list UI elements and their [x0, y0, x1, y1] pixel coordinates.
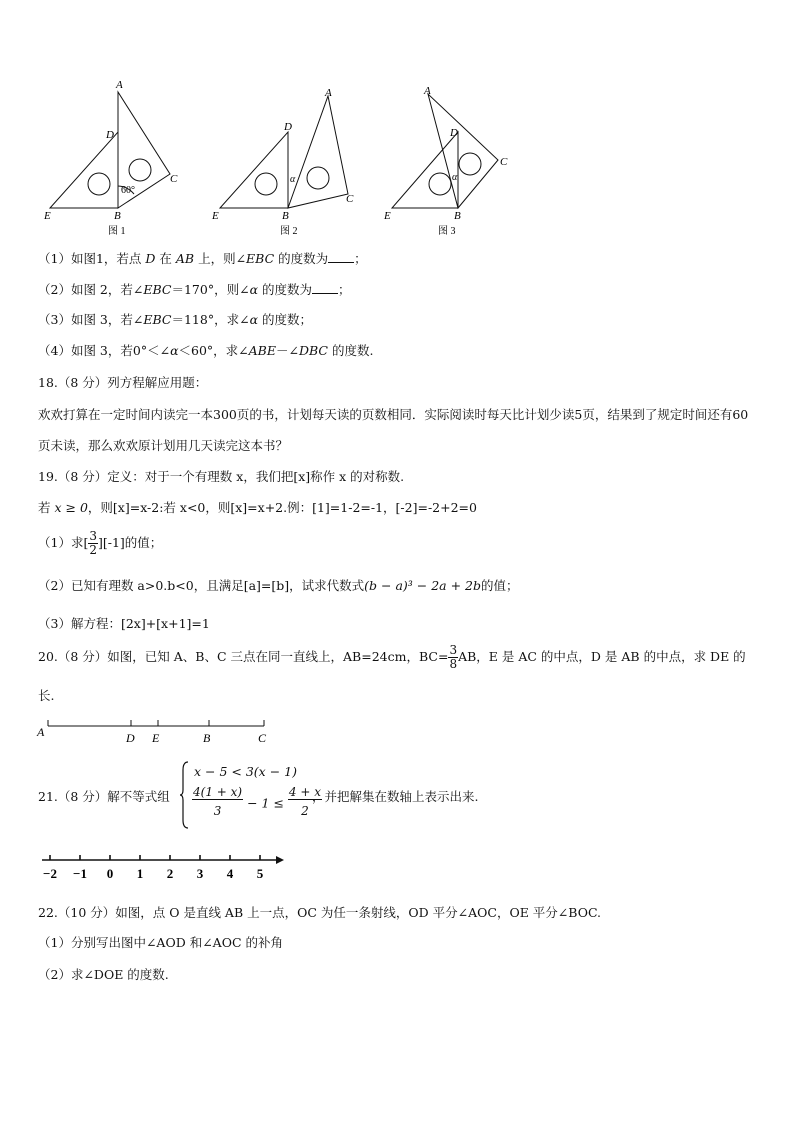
numerator: 4(1 + x)	[193, 785, 243, 799]
text: ＝170°，则∠	[171, 282, 250, 297]
number-line-label: 3	[196, 866, 204, 881]
fig2-label-e: E	[212, 210, 219, 222]
text: 的度数.	[328, 343, 374, 358]
number-line-label: 0	[106, 866, 114, 881]
text: 若	[38, 500, 55, 515]
fig1-caption: 图 1	[108, 226, 126, 237]
q20-text	[38, 642, 746, 672]
fraction	[88, 530, 98, 557]
q19-part2	[38, 578, 519, 594]
q20-line-diagram	[34, 716, 284, 750]
figure-3	[380, 78, 530, 238]
q22-heading: 22.（10 分）如图，点 O 是直线 AB 上一点，OC 为任一条射线，OD 平分∠AOC，OE 平分∠BOC.	[38, 905, 602, 920]
fig1-label-d: D	[106, 129, 114, 141]
q21-inequality-1: x − 5 < 3(x − 1)	[194, 764, 297, 779]
fraction	[448, 644, 458, 671]
figure-1	[38, 78, 188, 238]
figure-2	[208, 78, 368, 238]
fig1-angle-label: 60°	[121, 185, 135, 196]
number-line-label: 4	[226, 866, 234, 881]
answer-blank	[328, 250, 354, 263]
text: （1）如图1，若点	[38, 251, 146, 266]
text: （3）如图 3，若∠	[38, 312, 144, 327]
fig3-label-a: A	[424, 85, 431, 97]
text: ][-1]的值；	[97, 535, 163, 550]
var-alpha: α	[249, 312, 259, 327]
text: ；	[338, 282, 351, 297]
q20-label-d: D	[126, 731, 135, 745]
fig3-label-d: D	[450, 127, 458, 139]
number-line-label: −1	[73, 866, 87, 881]
q17-part3	[38, 312, 312, 328]
var-ebc: EBC	[246, 251, 275, 266]
denominator: 3	[213, 804, 222, 818]
q20-label-a: A	[37, 725, 45, 739]
fig3-caption: 图 3	[438, 226, 456, 237]
text: ＝118°，求∠	[171, 312, 250, 327]
denominator: 8	[449, 657, 458, 671]
fig2-alpha-label: α	[290, 174, 296, 185]
numerator: 3	[89, 529, 97, 543]
fig2-label-d: D	[284, 121, 292, 133]
text: （2）如图 2，若∠	[38, 282, 144, 297]
text: （2）已知有理数 a>0.b<0，且满足[a]=[b]，试求代数式	[38, 578, 365, 593]
text: ；	[354, 251, 367, 266]
q19-heading: 19.（8 分）定义：对于一个有理数 x，我们把[x]称作 x 的对称数.	[38, 469, 405, 484]
fig1-label-c: C	[170, 173, 178, 185]
q20-label-b: B	[203, 731, 211, 745]
text: －∠	[276, 343, 299, 358]
text: AB，E 是 AC 的中点，D 是 AB 的中点，求 DE 的	[458, 649, 746, 664]
text: 的度数；	[258, 312, 312, 327]
fig2-label-c: C	[346, 193, 354, 205]
fig3-label-e: E	[384, 210, 391, 222]
var-alpha: α	[249, 282, 259, 297]
operator: − 1 ≤	[243, 795, 288, 811]
var-ebc: EBC	[143, 282, 172, 297]
fig3-label-b: B	[454, 210, 461, 222]
q22-part1: （1）分别写出图中∠AOD 和∠AOC 的补角	[38, 935, 283, 950]
denominator: 2	[301, 804, 309, 818]
q20-label-c: C	[258, 731, 267, 745]
text: （1）求[	[38, 535, 89, 550]
fig3-label-c: C	[500, 156, 508, 168]
q19-part3: （3）解方程：[2x]+[x+1]=1	[38, 616, 210, 631]
fig1-label-b: B	[114, 210, 121, 222]
text: 的度数为	[258, 282, 312, 297]
number-line-label: −2	[43, 866, 57, 881]
q18-heading: 18.（8 分）列方程解应用题：	[38, 375, 208, 390]
q21-prefix: 21.（8 分）解不等式组	[38, 789, 170, 804]
numerator: 3	[449, 643, 458, 657]
var-ab: AB	[175, 251, 195, 266]
number-line-label: 1	[136, 866, 144, 881]
q21-inequality-2	[192, 786, 322, 822]
condition: x ≥ 0	[54, 500, 88, 515]
var-dbc: DBC	[298, 343, 328, 358]
q20-label-e: E	[152, 731, 160, 745]
text: 20.（8 分）如图，已知 A、B、C 三点在同一直线上，AB=24cm，BC=	[38, 649, 449, 664]
q20-text-tail: 长.	[38, 688, 55, 703]
var-abe: ABE	[248, 343, 276, 358]
var-alpha: α	[170, 343, 179, 358]
fig2-caption: 图 2	[280, 226, 298, 237]
q21-suffix: ，并把解集在数轴上表示出来.	[312, 789, 479, 804]
q18-body: 欢欢打算在一定时间内读完一本300页的书，计划每天读的页数相同．实际阅读时每天比计划少读5页，结果到了规定时间还有60页未读，那么欢欢原计划用几天读完这本书？	[38, 407, 749, 453]
q21-brace	[180, 760, 190, 830]
q17-part1	[38, 250, 367, 267]
number-line-label: 5	[256, 866, 264, 881]
number-line-label: 2	[166, 866, 174, 881]
q17-part4	[38, 343, 373, 359]
fig1-label-e: E	[44, 210, 51, 222]
text: 的度数为	[274, 251, 329, 266]
expression: (b − a)³ − 2a + 2b	[364, 578, 481, 593]
q17-part2	[38, 281, 351, 298]
text: （4）如图 3，若0°＜∠	[38, 343, 171, 358]
denominator: 2	[89, 543, 97, 557]
answer-blank	[312, 281, 338, 294]
fig2-label-b: B	[282, 210, 289, 222]
text: ，则[x]=x-2:若 x<0，则[x]=x+2.例：[1]=1-2=-1，[-2]=-2+2=0	[87, 500, 477, 515]
text: 上，则∠	[194, 251, 247, 266]
q22-part2: （2）求∠DOE 的度数.	[38, 967, 169, 982]
fig3-alpha-label: α	[452, 172, 458, 183]
q19-definition	[38, 500, 477, 516]
fig1-label-a: A	[116, 79, 123, 91]
text: ＜60°，求∠	[178, 343, 249, 358]
text: 在	[155, 251, 176, 266]
q19-part1	[38, 528, 162, 558]
fig2-label-a: A	[325, 87, 332, 99]
text: 的值；	[481, 578, 519, 593]
numerator: 4 + x	[288, 785, 321, 799]
fraction-left	[192, 786, 243, 822]
var-d: D	[145, 251, 156, 266]
q21-number-line	[38, 850, 288, 884]
var-ebc: EBC	[143, 312, 172, 327]
